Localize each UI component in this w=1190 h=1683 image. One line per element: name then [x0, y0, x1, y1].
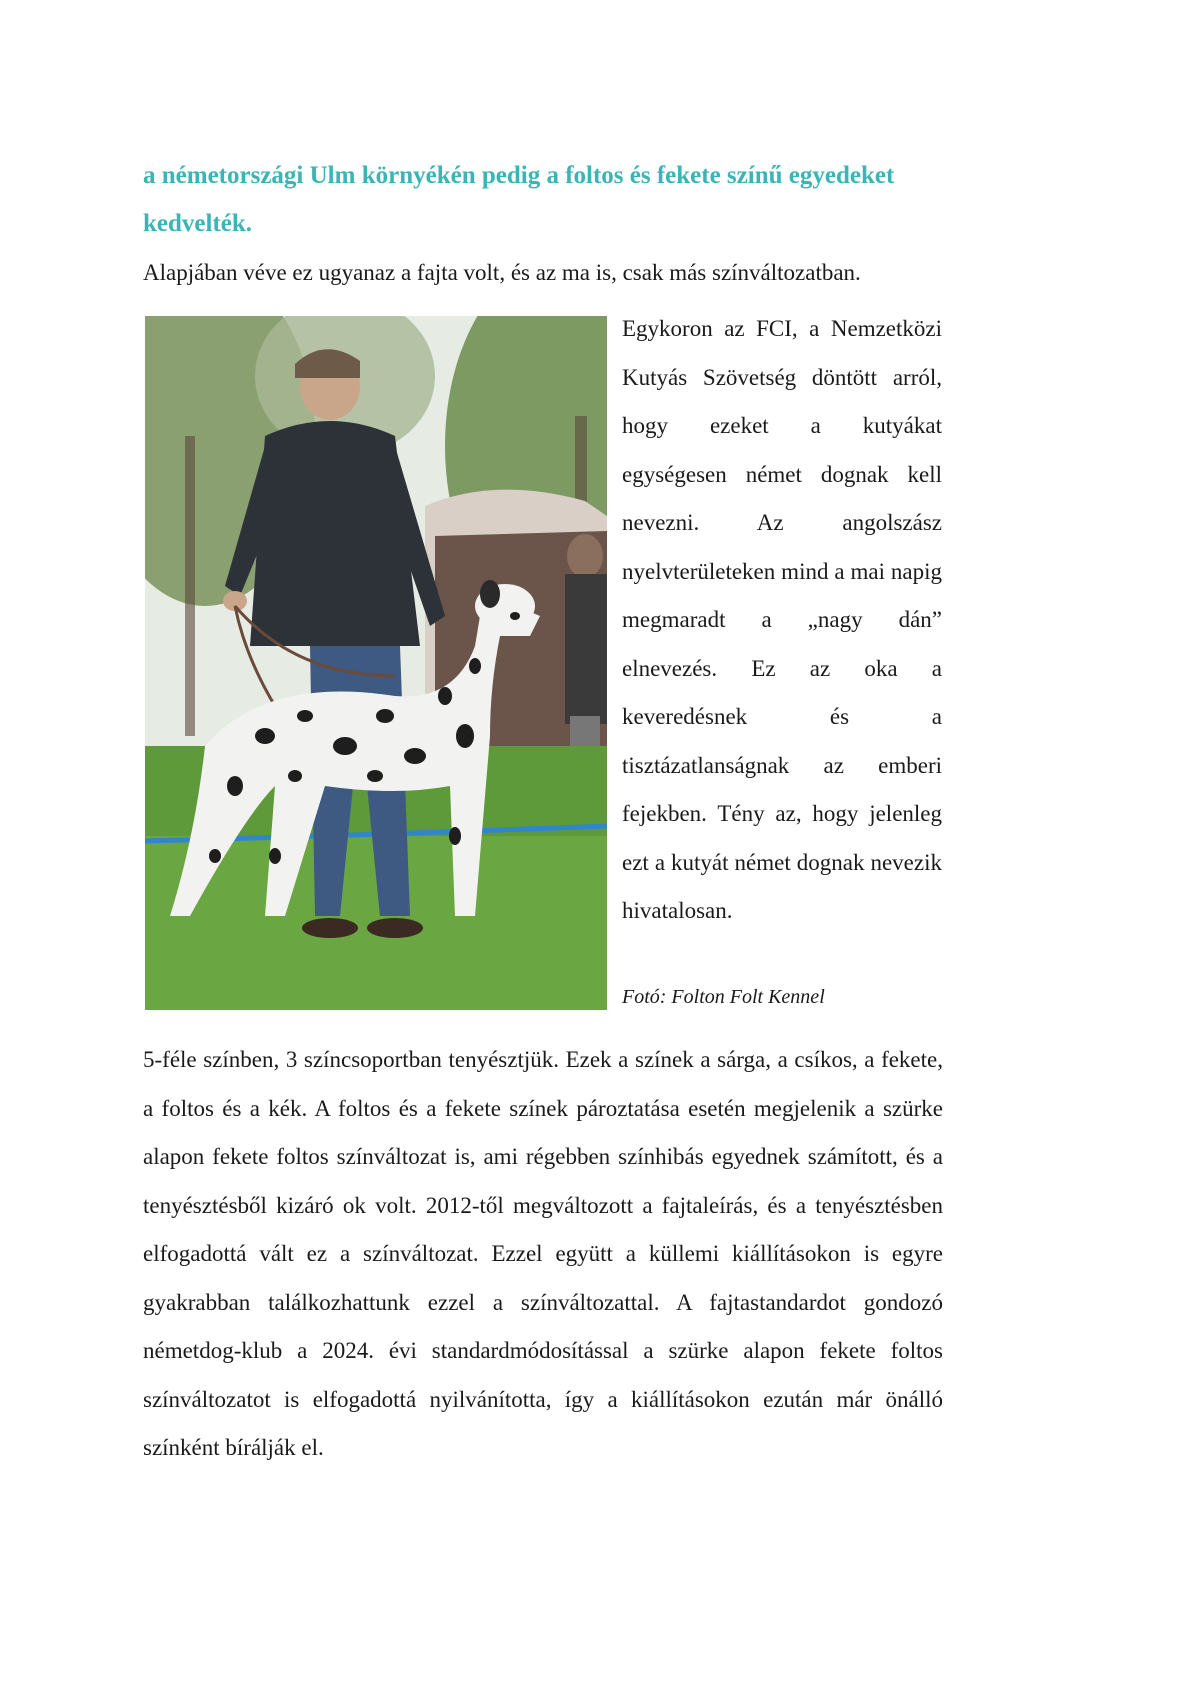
intro-paragraph: Alapjában véve ez ugyanaz a fajta volt, és az ma is, csak más színváltozatban. — [143, 260, 861, 285]
photo-caption: Fotó: Folton Folt Kennel — [622, 986, 825, 1008]
photo-illustration — [145, 316, 607, 1010]
body-paragraph: 5-féle színben, 3 színcsoportban tenyésztjük. Ezek a színek a sárga, a csíkos, a fekete, a foltos és a kék. A foltos és a fekete színek pároztatása esetén megjelenik a szürke alapon fekete foltos színváltozat is, ami régebben színhibás egyednek számított, és a tenyésztésből kizáró ok volt. 2012-től megváltozott a fajtaleírás, és a tenyésztésben elfogadottá vált ez a színváltozat. Ezzel együtt a küllemi kiállításokon is egyre gyakrabban találkozhattunk ezzel a színváltozattal. A fajtastandardot gondozó németdog-klub a 2024. évi standardmódosítással a szürke alapon fekete foltos színváltozatot is elfogadottá nyilvánította, így a kiállításokon ezután már önálló színként bírálják el. — [143, 1047, 943, 1460]
dog-show-photo — [145, 316, 607, 1010]
side-paragraph: Egykoron az FCI, a Nemzetközi Kutyás Szövetség döntött arról, hogy ezeket a kutyákat egységesen német dognak kell nevezni. Az angolszász nyelvterületeken mind a mai napig megmaradt a „nagy dán” elnevezés. Ez az oka a keveredésnek és a tisztázatlanságnak az emberi fejekben. Tény az, hogy jelenleg ezt a kutyát német dognak nevezik hivatalosan. — [622, 316, 942, 923]
section-heading: a németországi Ulm környékén pedig a foltos és fekete színű egyedeket kedvelték. — [143, 162, 895, 237]
